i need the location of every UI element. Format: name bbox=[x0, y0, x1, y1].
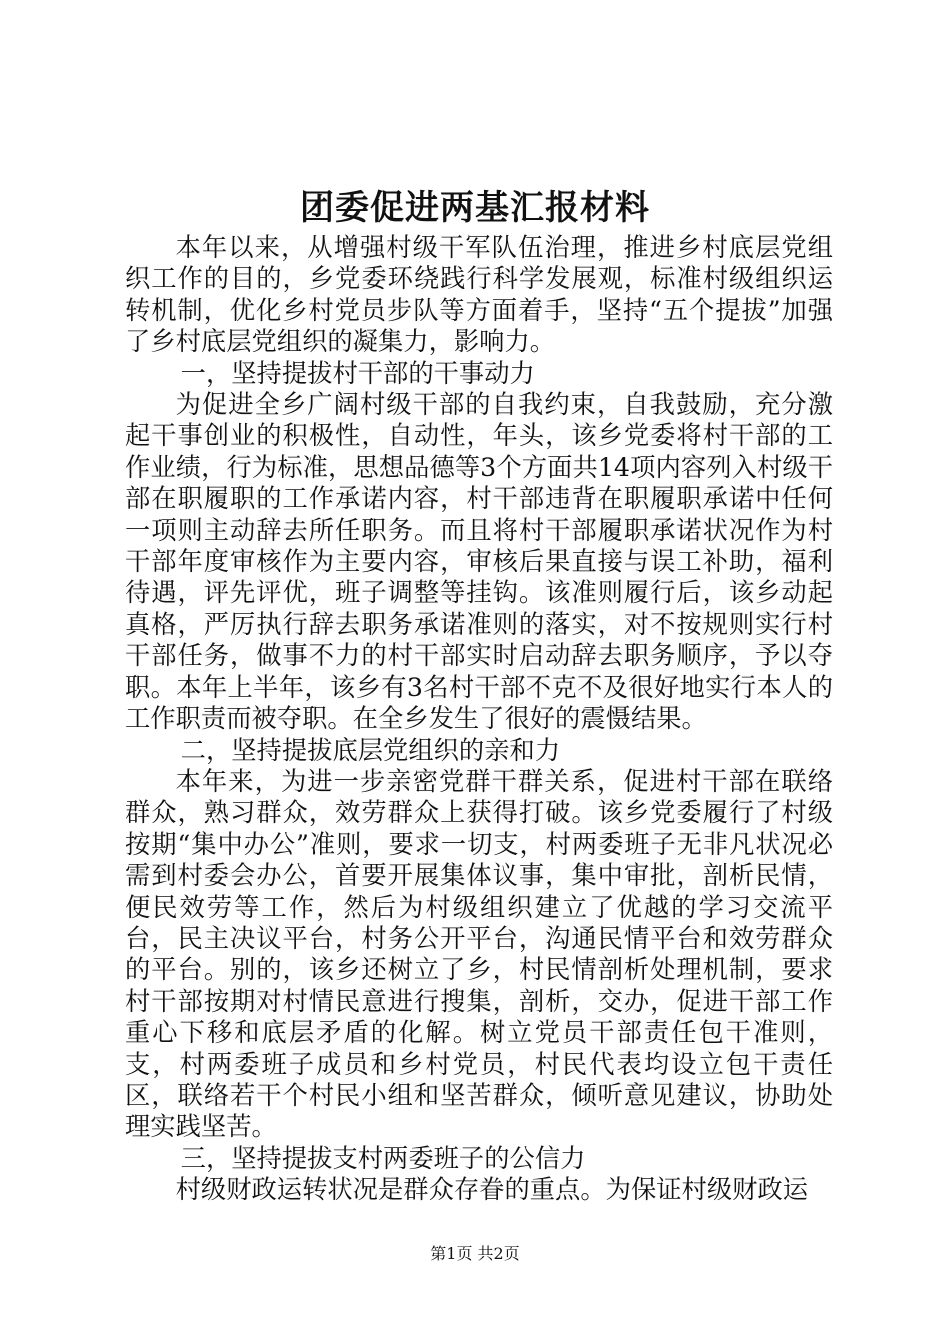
section-heading-1: 一，坚持提拔村干部的干事动力 bbox=[180, 358, 535, 388]
document-body bbox=[125, 232, 833, 1206]
section-1-paragraph: 为促进全乡广阔村级干部的自我约束，自我鼓励，充分激起干事创业的积极性，自动性，年头，该乡党委将村干部的工作业绩，行为标准，思想品德等3个方面共14项内容列入村级干部在职履职的工作承诺内容，村干部违背在职履职承诺中任何一项则主动辞去所任职务。而且将村干部履职承诺状况作为村干部年度审核作为主要内容，审核后果直接与误工补助，福利待遇，评先评优，班子调整等挂钩。该准则履行后，该乡动起真格，严厉执行辞去职务承诺准则的落实，对不按规则实行村干部任务，做事不力的村干部实时启动辞去职务顺序，予以夺职。本年上半年，该乡有3名村干部不克不及很好地实行本人的工作职责而被夺职。在全乡发生了很好的震慑结果。 bbox=[125, 390, 833, 734]
page-number-footer: 第1页 共2页 bbox=[430, 1244, 520, 1263]
section-2-paragraph: 本年来，为进一步亲密党群干群关系，促进村干部在联络群众，熟习群众，效劳群众上获得打破。该乡党委履行了村级按期“集中办公”准则，要求一切支，村两委班子无非凡状况必需到村委会办公，首要开展集体议事，集中审批，剖析民情，便民效劳等工作，然后为村级组织建立了优越的学习交流平台，民主决议平台，村务公开平台，沟通民情平台和效劳群众的平台。别的，该乡还树立了乡，村民情剖析处理机制，要求村干部按期对村情民意进行搜集，剖析，交办，促进干部工作重心下移和底层矛盾的化解。树立党员干部责任包干准则，支，村两委班子成员和乡村党员，村民代表均设立包干责任区，联络若干个村民小组和坚苦群众，倾听意见建议，协助处理实践坚苦。 bbox=[125, 766, 833, 1142]
document-title: 团委促进两基汇报材料 bbox=[300, 188, 650, 228]
intro-paragraph: 本年以来，从增强村级干军队伍治理，推进乡村底层党组织工作的目的，乡党委环绕践行科学发展观，标准村级组织运转机制，优化乡村党员步队等方面着手，坚持“五个提拔”加强了乡村底层党组织的凝集力，影响力。 bbox=[125, 233, 833, 357]
section-3-paragraph: 村级财政运转状况是群众存眷的重点。为保证村级财政运 bbox=[175, 1175, 809, 1205]
section-heading-3: 三，坚持提拔支村两委班子的公信力 bbox=[180, 1143, 586, 1173]
section-heading-2: 二，坚持提拔底层党组织的亲和力 bbox=[180, 735, 561, 765]
